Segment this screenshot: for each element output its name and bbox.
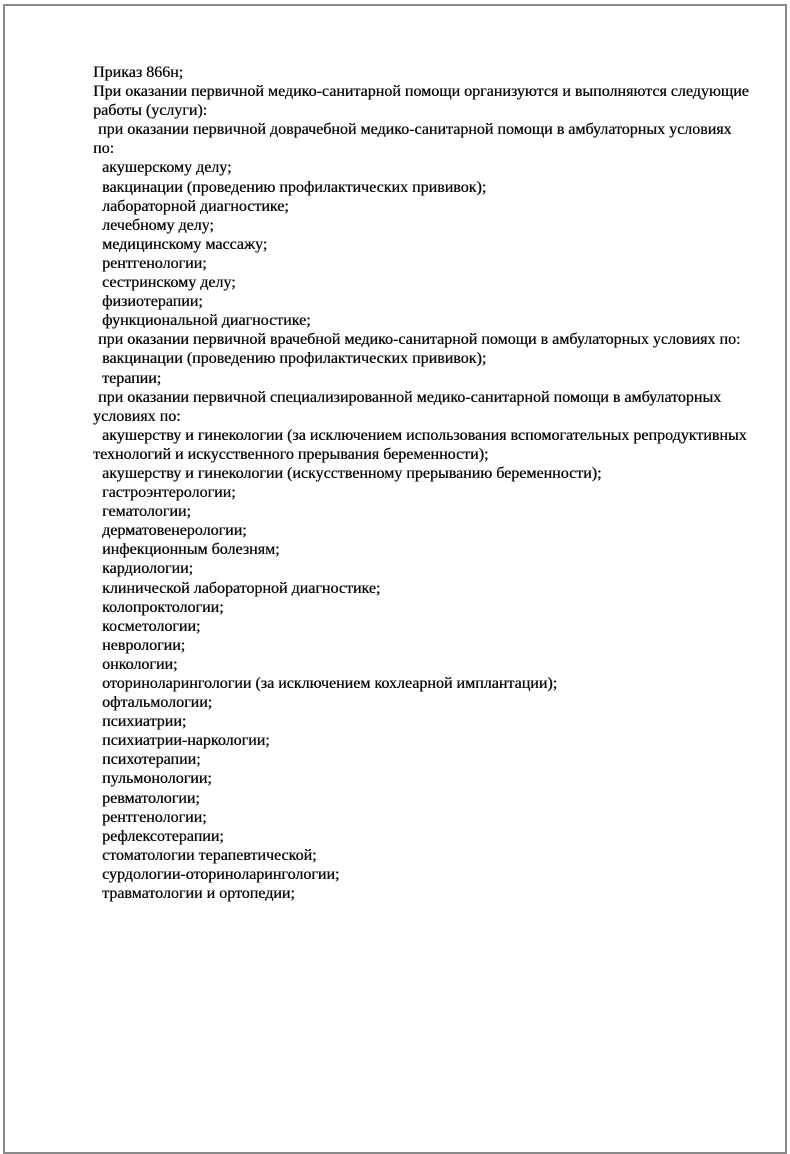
document-line: рентгенологии; [102, 808, 207, 826]
document-line: дерматовенерологии; [102, 522, 247, 540]
document-line: косметологии; [102, 617, 201, 635]
document-line: лечебному делу; [102, 216, 214, 234]
document-line: гастроэнтерологии; [102, 484, 236, 502]
document-line: стоматологии терапевтической; [102, 846, 317, 864]
document-line: условиях по: [93, 407, 181, 425]
document-line: акушерству и гинекологии (искусственному прерыванию беременности); [102, 464, 602, 482]
document-line: пульмонологии; [102, 770, 212, 788]
document-line: онкологии; [102, 655, 178, 673]
document-page [3, 4, 787, 1154]
document-line: лабораторной диагностике; [102, 197, 289, 215]
document-line: ревматологии; [102, 789, 200, 807]
document-line: сестринскому делу; [102, 274, 236, 292]
document-line: офтальмологии; [102, 694, 213, 712]
document-line: функциональной диагностике; [102, 312, 311, 330]
document-line: акушерскому делу; [102, 159, 232, 177]
document-line: медицинскому массажу; [102, 235, 268, 253]
document-line: колопроктологии; [102, 598, 224, 616]
document-line: по: [93, 140, 115, 158]
document-line: кардиологии; [102, 560, 194, 578]
document-line: инфекционным болезням; [102, 541, 280, 559]
document-line: психотерапии; [102, 751, 201, 769]
document-line: вакцинации (проведению профилактических прививок); [102, 178, 487, 196]
document-line: гематологии; [102, 503, 191, 521]
document-line: вакцинации (проведению профилактических прививок); [102, 350, 487, 368]
document-text [5, 6, 785, 903]
document-line: психиатрии-наркологии; [102, 732, 270, 750]
document-line: при оказании первичной доврачебной медико-санитарной помощи в амбулаторных условиях [98, 121, 732, 139]
document-line: при оказании первичной специализированной медико-санитарной помощи в амбулаторных [98, 388, 722, 406]
document-line: при оказании первичной врачебной медико-санитарной помощи в амбулаторных условиях по: [98, 331, 741, 349]
document-line: технологий и искусственного прерывания беременности); [93, 445, 489, 463]
document-line: терапии; [102, 369, 162, 387]
document-line: неврологии; [102, 636, 186, 654]
document-line: оториноларингологии (за исключением кохлеарной имплантации); [102, 675, 558, 692]
document-line: При оказании первичной медико-санитарной помощи организуются и выполняются следующие [93, 83, 749, 101]
document-line: сурдологии-оториноларингологии; [102, 865, 340, 883]
document-line: работы (услуги): [93, 102, 208, 120]
document-line: психиатрии; [102, 713, 187, 731]
document-line: Приказ 866н; [93, 64, 184, 81]
document-line: рефлексотерапии; [102, 827, 224, 845]
document-line: физиотерапии; [102, 293, 203, 311]
document-line: клинической лабораторной диагностике; [102, 579, 381, 597]
document-line: акушерству и гинекологии (за исключением использования вспомогательных репродуктивных [102, 426, 747, 444]
document-line: травматологии и ортопедии; [102, 885, 295, 903]
document-line: рентгенологии; [102, 254, 207, 272]
